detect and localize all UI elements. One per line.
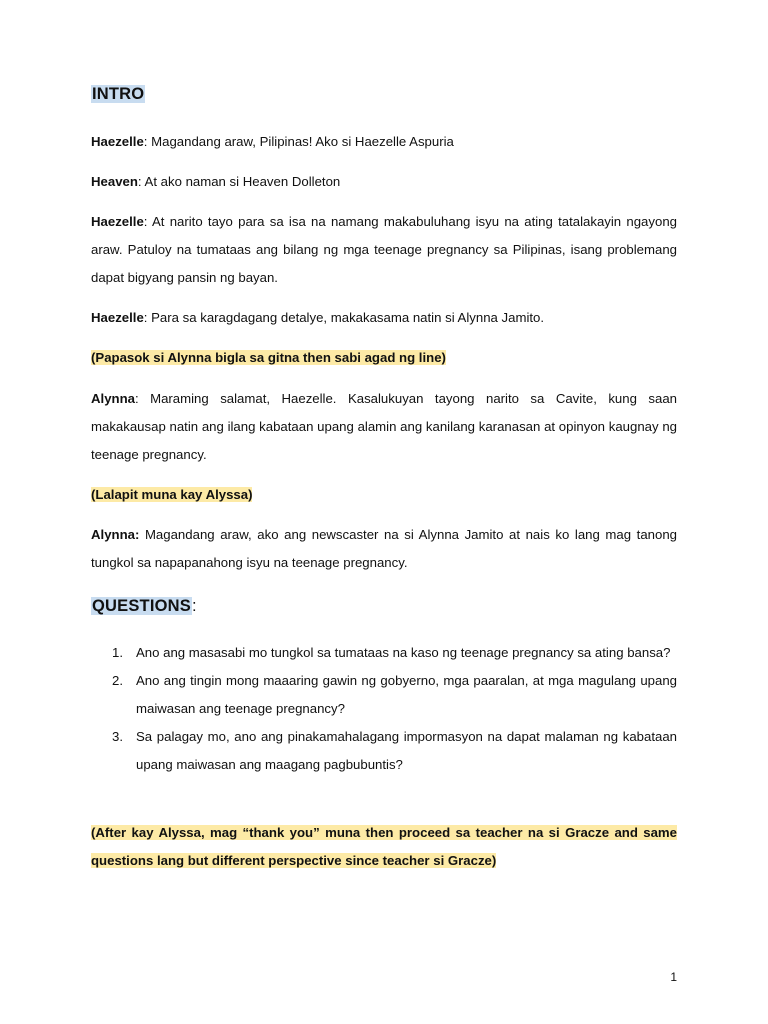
dialogue-line-3 xyxy=(91,208,677,292)
question-item xyxy=(91,723,677,779)
question-text: Ano ang tingin mong maaaring gawin ng gobyerno, mga paaralan, at mga magulang upang maiwasan ang teenage pregnancy? xyxy=(136,673,677,716)
question-number: 3. xyxy=(112,729,123,744)
speaker-name: Haezelle xyxy=(91,310,144,325)
speaker-name: Haezelle xyxy=(91,214,144,229)
question-item xyxy=(91,639,677,667)
document-page xyxy=(91,0,677,1024)
speaker-name: Alynna xyxy=(91,391,135,406)
stage-direction-2 xyxy=(91,481,677,509)
dialogue-line-4 xyxy=(91,304,677,332)
stage-direction-1 xyxy=(91,344,677,372)
dialogue-text: Magandang araw, ako ang newscaster na si Alynna Jamito at nais ko lang mag tanong tungkol sa napapanahong isyu na teenage pregnancy. xyxy=(91,527,677,570)
question-number: 2. xyxy=(112,673,123,688)
speaker-name: Alynna: xyxy=(91,527,140,542)
closing-stage-direction xyxy=(91,819,677,875)
questions-heading xyxy=(91,596,197,616)
questions-heading-text: QUESTIONS xyxy=(92,597,191,615)
questions-list xyxy=(91,639,677,779)
page-number: 1 xyxy=(670,970,677,984)
question-item xyxy=(91,667,677,723)
question-text: Sa palagay mo, ano ang pinakamahalagang impormasyon na dapat malaman ng kabataan upang maiwasan ang maagang pagbubuntis? xyxy=(136,729,677,772)
dialogue-text: : At narito tayo para sa isa na namang makabuluhang isyu na ating tatalakayin ngayong araw. Patuloy na tumataas ang bilang ng mga teenage pregnancy sa Pilipinas, isang problemang dapat bigyang pansin ng bayan. xyxy=(91,214,677,285)
dialogue-line-5 xyxy=(91,385,677,469)
dialogue-line-6 xyxy=(91,521,677,577)
stage-direction-text: (Lalapit muna kay Alyssa) xyxy=(91,487,253,502)
dialogue-text: : Magandang araw, Pilipinas! Ako si Haezelle Aspuria xyxy=(143,134,454,149)
dialogue-line-1 xyxy=(91,128,677,156)
dialogue-text: : Maraming salamat, Haezelle. Kasalukuyan tayong narito sa Cavite, kung saan makakausap natin ang ilang kabataan upang alamin ang kanilang karanasan at opinyon kaugnay ng teenage pregnancy. xyxy=(91,391,677,462)
speaker-name: Haezelle xyxy=(91,134,144,149)
dialogue-line-2 xyxy=(91,168,677,196)
question-text: Ano ang masasabi mo tungkol sa tumataas na kaso ng teenage pregnancy sa ating bansa? xyxy=(136,645,671,660)
intro-heading-text: INTRO xyxy=(92,85,145,103)
questions-heading-colon: : xyxy=(191,597,197,615)
question-number: 1. xyxy=(112,645,123,660)
dialogue-text: : At ako naman si Heaven Dolleton xyxy=(137,174,341,189)
stage-direction-text: (Papasok si Alynna bigla sa gitna then sabi agad ng line) xyxy=(91,350,446,365)
dialogue-text: : Para sa karagdagang detalye, makakasama natin si Alynna Jamito. xyxy=(143,310,545,325)
stage-direction-text: (After kay Alyssa, mag “thank you” muna then proceed sa teacher na si Gracze and same questions lang but different perspective since teacher si Gracze) xyxy=(91,825,677,868)
speaker-name: Heaven xyxy=(91,174,138,189)
intro-heading xyxy=(91,84,145,104)
